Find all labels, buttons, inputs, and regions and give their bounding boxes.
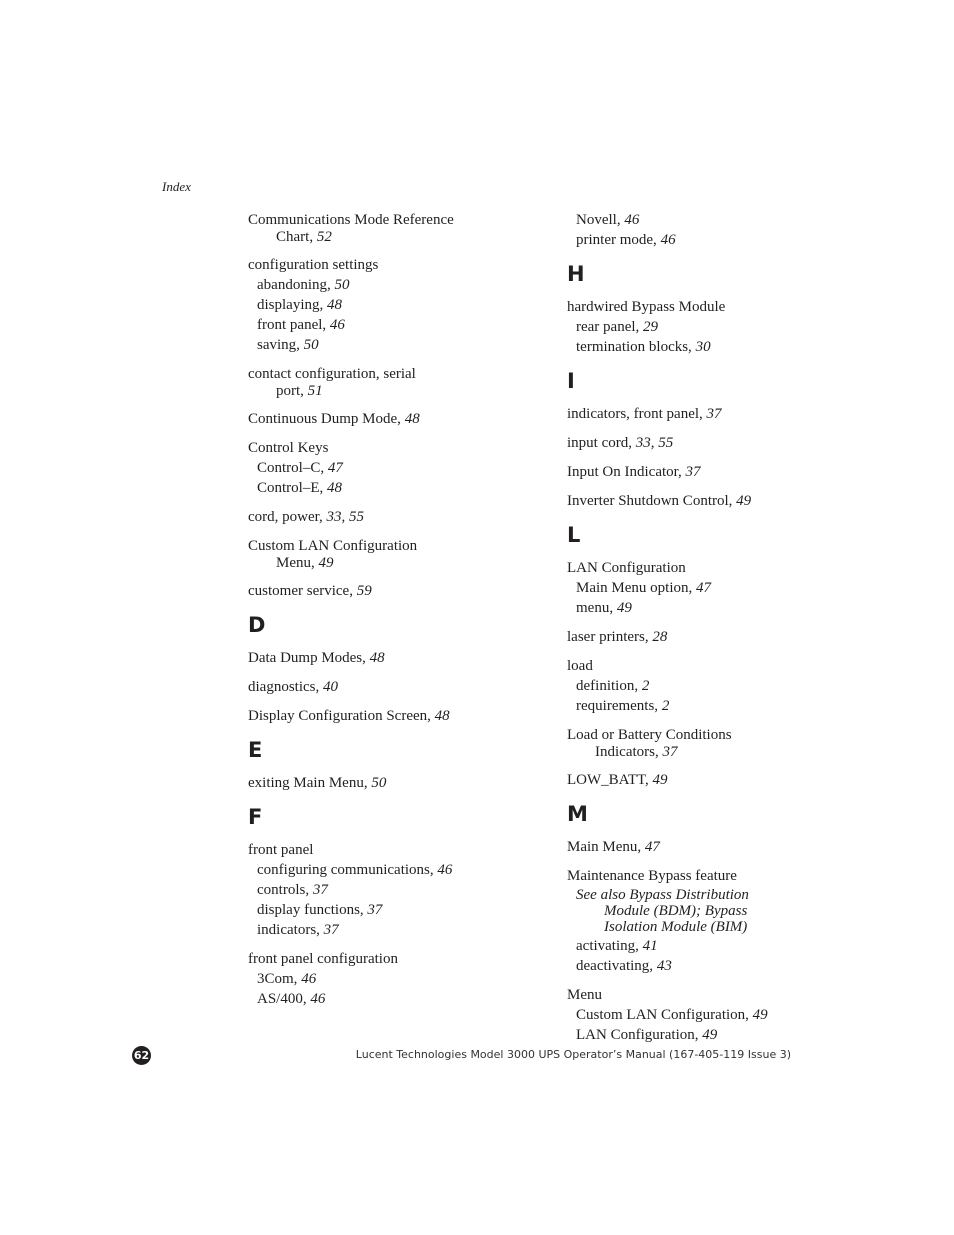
- index-entry: [248, 677, 548, 697]
- index-entry: [248, 364, 548, 400]
- entry-continuation: [248, 382, 548, 400]
- page-ref: 46: [329, 317, 345, 333]
- page-ref: 46: [301, 971, 317, 987]
- entry-term: LAN Configuration: [567, 560, 686, 576]
- entry-term: [567, 433, 867, 453]
- subentry: [248, 880, 548, 900]
- entry-term-text: cord, power,: [248, 509, 327, 525]
- subentry-term: front panel,: [257, 317, 330, 333]
- entry-term: [248, 706, 548, 726]
- entry-term: front panel configuration: [248, 951, 398, 967]
- entry-term: [248, 677, 548, 697]
- index-entry: [567, 656, 867, 716]
- subentry-term: Control–E,: [257, 480, 327, 496]
- subentry-term: displaying,: [257, 297, 327, 313]
- page-ref: 2: [661, 698, 670, 714]
- subentry: [567, 956, 867, 976]
- index-entry: [248, 773, 548, 793]
- entry-term: [248, 507, 548, 527]
- index-entry: [567, 558, 867, 618]
- index-entry: [248, 949, 548, 1009]
- page-ref: 48: [434, 708, 450, 724]
- index-column-left: [248, 210, 548, 1018]
- subentry-term: LAN Configuration,: [576, 1027, 703, 1043]
- subentry-term: controls,: [257, 882, 313, 898]
- index-entry: [248, 581, 548, 601]
- entry-term: front panel: [248, 842, 314, 858]
- subentry-term: Control–C,: [257, 460, 328, 476]
- subentry: [248, 920, 548, 940]
- page-ref: 47: [327, 460, 343, 476]
- entry-term-text: Continuous Dump Mode,: [248, 411, 405, 427]
- page-ref: 46: [437, 862, 453, 878]
- subentry: [567, 210, 867, 230]
- section-letter: D: [248, 613, 266, 637]
- index-entry: [248, 210, 548, 246]
- page-ref: 37: [323, 922, 339, 938]
- subentry: [567, 317, 867, 337]
- index-entry: [567, 491, 867, 511]
- page-ref: 49: [702, 1027, 718, 1043]
- subentry-term: termination blocks,: [576, 339, 696, 355]
- entry-term-text: LOW_BATT,: [567, 772, 653, 788]
- page-ref: 49: [318, 555, 334, 571]
- subentry: [567, 936, 867, 956]
- subentry: [567, 598, 867, 618]
- subentry: [567, 1025, 867, 1045]
- index-entry: [567, 297, 867, 357]
- subentry-term: abandoning,: [257, 277, 335, 293]
- index-entry: [248, 255, 548, 355]
- entry-term-text: input cord,: [567, 435, 636, 451]
- section-letter: H: [567, 262, 585, 286]
- entry-term-cont: Menu,: [276, 555, 319, 571]
- subentry-term: menu,: [576, 600, 617, 616]
- page-ref: 46: [660, 232, 676, 248]
- subentry: [248, 478, 548, 498]
- entry-term: Menu: [567, 987, 602, 1003]
- entry-term: [567, 627, 867, 647]
- index-entry: [567, 433, 867, 453]
- entry-term: [248, 648, 548, 668]
- entry-term-text: exiting Main Menu,: [248, 775, 372, 791]
- subentry-term: indicators,: [257, 922, 324, 938]
- subentry: [248, 969, 548, 989]
- page-ref: 59: [356, 583, 372, 599]
- page-ref: 47: [644, 839, 660, 855]
- page-ref: 55: [349, 509, 365, 525]
- entry-term: [248, 409, 548, 429]
- page-ref: 52: [316, 229, 332, 245]
- subentry: [248, 860, 548, 880]
- entry-term-text: Inverter Shutdown Control,: [567, 493, 737, 509]
- footer-text: Lucent Technologies Model 3000 UPS Operator’s Manual (167-405-119 Issue 3): [355, 1048, 791, 1061]
- section-letter: F: [248, 805, 263, 829]
- subentry-term: saving,: [257, 337, 304, 353]
- page-ref: 37: [312, 882, 328, 898]
- entry-term-cont: port,: [276, 383, 308, 399]
- page-ref: 49: [616, 600, 632, 616]
- page-ref: 47: [696, 580, 711, 596]
- index-entry-continued: [567, 210, 867, 250]
- subentry-term: configuring communications,: [257, 862, 438, 878]
- see-also-reference: [567, 886, 867, 936]
- subentry: [248, 315, 548, 335]
- see-also-line: Isolation Module (BIM): [604, 919, 748, 935]
- page-ref: 48: [327, 297, 342, 313]
- entry-continuation: [248, 554, 548, 572]
- index-entry: [567, 985, 867, 1045]
- entry-term: Communications Mode Reference: [248, 212, 454, 228]
- index-entry: [567, 404, 867, 424]
- index-entry: [567, 725, 867, 761]
- entry-term-text: laser printers,: [567, 629, 653, 645]
- entry-term-text: Display Configuration Screen,: [248, 708, 435, 724]
- subentry: [567, 676, 867, 696]
- index-entry: [567, 462, 867, 482]
- index-entry: [567, 866, 867, 976]
- page-ref: 41: [642, 938, 658, 954]
- page-ref: 46: [624, 212, 640, 228]
- entry-term: contact configuration, serial: [248, 366, 416, 382]
- page-ref: 48: [404, 411, 420, 427]
- subentry-term: Custom LAN Configuration,: [576, 1007, 753, 1023]
- subentry-term: rear panel,: [576, 319, 644, 335]
- page-ref: 29: [643, 319, 659, 335]
- page-ref-separator: ,: [341, 509, 350, 525]
- subentry-term: Main Menu option,: [576, 580, 696, 596]
- subentry-term: printer mode,: [576, 232, 661, 248]
- page-ref: 50: [303, 337, 319, 353]
- index-entry: [248, 706, 548, 726]
- index-entry: [248, 409, 548, 429]
- index-entry: [248, 438, 548, 498]
- entry-term: Maintenance Bypass feature: [567, 868, 737, 884]
- subentry-term: activating,: [576, 938, 643, 954]
- entry-term: Custom LAN Configuration: [248, 538, 418, 554]
- entry-term-cont: Indicators,: [595, 744, 663, 760]
- page-ref: 50: [334, 277, 350, 293]
- entry-term: Control Keys: [248, 440, 329, 456]
- section-letter: L: [567, 523, 581, 547]
- subentry: [567, 230, 867, 250]
- entry-term: Load or Battery Conditions: [567, 727, 732, 743]
- index-column-right: [567, 210, 867, 1054]
- entry-continuation: [567, 743, 867, 761]
- page-ref: 51: [307, 383, 323, 399]
- entry-term-cont: Chart,: [276, 229, 317, 245]
- subentry-term: AS/400,: [257, 991, 311, 1007]
- subentry-term: definition,: [576, 678, 642, 694]
- page-ref: 48: [327, 480, 342, 496]
- subentry: [248, 275, 548, 295]
- entry-term-text: diagnostics,: [248, 679, 323, 695]
- index-entry: [248, 840, 548, 940]
- entry-term-text: indicators, front panel,: [567, 406, 707, 422]
- index-entry: [567, 837, 867, 857]
- page-ref: 2: [641, 678, 650, 694]
- subentry: [567, 696, 867, 716]
- entry-term: [567, 404, 867, 424]
- page-ref: 33: [326, 509, 342, 525]
- page-ref: 40: [323, 679, 338, 695]
- entry-term: configuration settings: [248, 257, 379, 273]
- page-ref: 37: [685, 464, 701, 480]
- entry-continuation: [248, 228, 548, 246]
- page-ref: 55: [658, 435, 674, 451]
- subentry: [567, 1005, 867, 1025]
- subentry: [248, 335, 548, 355]
- index-entry: [248, 648, 548, 668]
- index-entry: [248, 536, 548, 572]
- page-number-badge: 62: [132, 1046, 151, 1065]
- page-ref: 37: [706, 406, 722, 422]
- subentry-term: requirements,: [576, 698, 662, 714]
- entry-term: [567, 770, 867, 790]
- page-ref: 49: [652, 772, 668, 788]
- page-ref-separator: ,: [650, 435, 659, 451]
- entry-term: [567, 491, 867, 511]
- index-entry: [248, 507, 548, 527]
- subentry: [248, 295, 548, 315]
- page-ref: 37: [367, 902, 383, 918]
- page-ref: 46: [310, 991, 326, 1007]
- subentry: [248, 989, 548, 1009]
- see-also-line: Module (BDM); Bypass: [604, 903, 748, 919]
- page-ref: 28: [652, 629, 668, 645]
- entry-term-text: Data Dump Modes,: [248, 650, 370, 666]
- entry-term: load: [567, 658, 593, 674]
- section-letter: E: [248, 738, 263, 762]
- subentry-term: deactivating,: [576, 958, 657, 974]
- page-ref: 37: [662, 744, 678, 760]
- index-entry: [567, 627, 867, 647]
- see-also-line: See also Bypass Distribution: [576, 887, 749, 903]
- subentry: [567, 337, 867, 357]
- page-ref: 50: [371, 775, 387, 791]
- entry-term-text: customer service,: [248, 583, 357, 599]
- entry-term: [248, 581, 548, 601]
- section-letter: M: [567, 802, 588, 826]
- page-ref: 48: [369, 650, 385, 666]
- subentry: [248, 458, 548, 478]
- entry-term: [248, 773, 548, 793]
- entry-term: [567, 837, 867, 857]
- running-head: Index: [162, 179, 191, 194]
- subentry-term: 3Com,: [257, 971, 302, 987]
- entry-term: [567, 462, 867, 482]
- page-ref: 49: [752, 1007, 768, 1023]
- page-ref: 33: [635, 435, 651, 451]
- entry-term: hardwired Bypass Module: [567, 299, 726, 315]
- subentry: [248, 900, 548, 920]
- subentry-term: Novell,: [576, 212, 625, 228]
- index-entry: [567, 770, 867, 790]
- page-ref: 30: [695, 339, 711, 355]
- subentry-term: display functions,: [257, 902, 368, 918]
- subentry: [567, 578, 867, 598]
- page-ref: 49: [736, 493, 752, 509]
- entry-term-text: Input On Indicator,: [567, 464, 686, 480]
- section-letter: I: [567, 369, 575, 393]
- entry-term-text: Main Menu,: [567, 839, 645, 855]
- page-ref: 43: [656, 958, 672, 974]
